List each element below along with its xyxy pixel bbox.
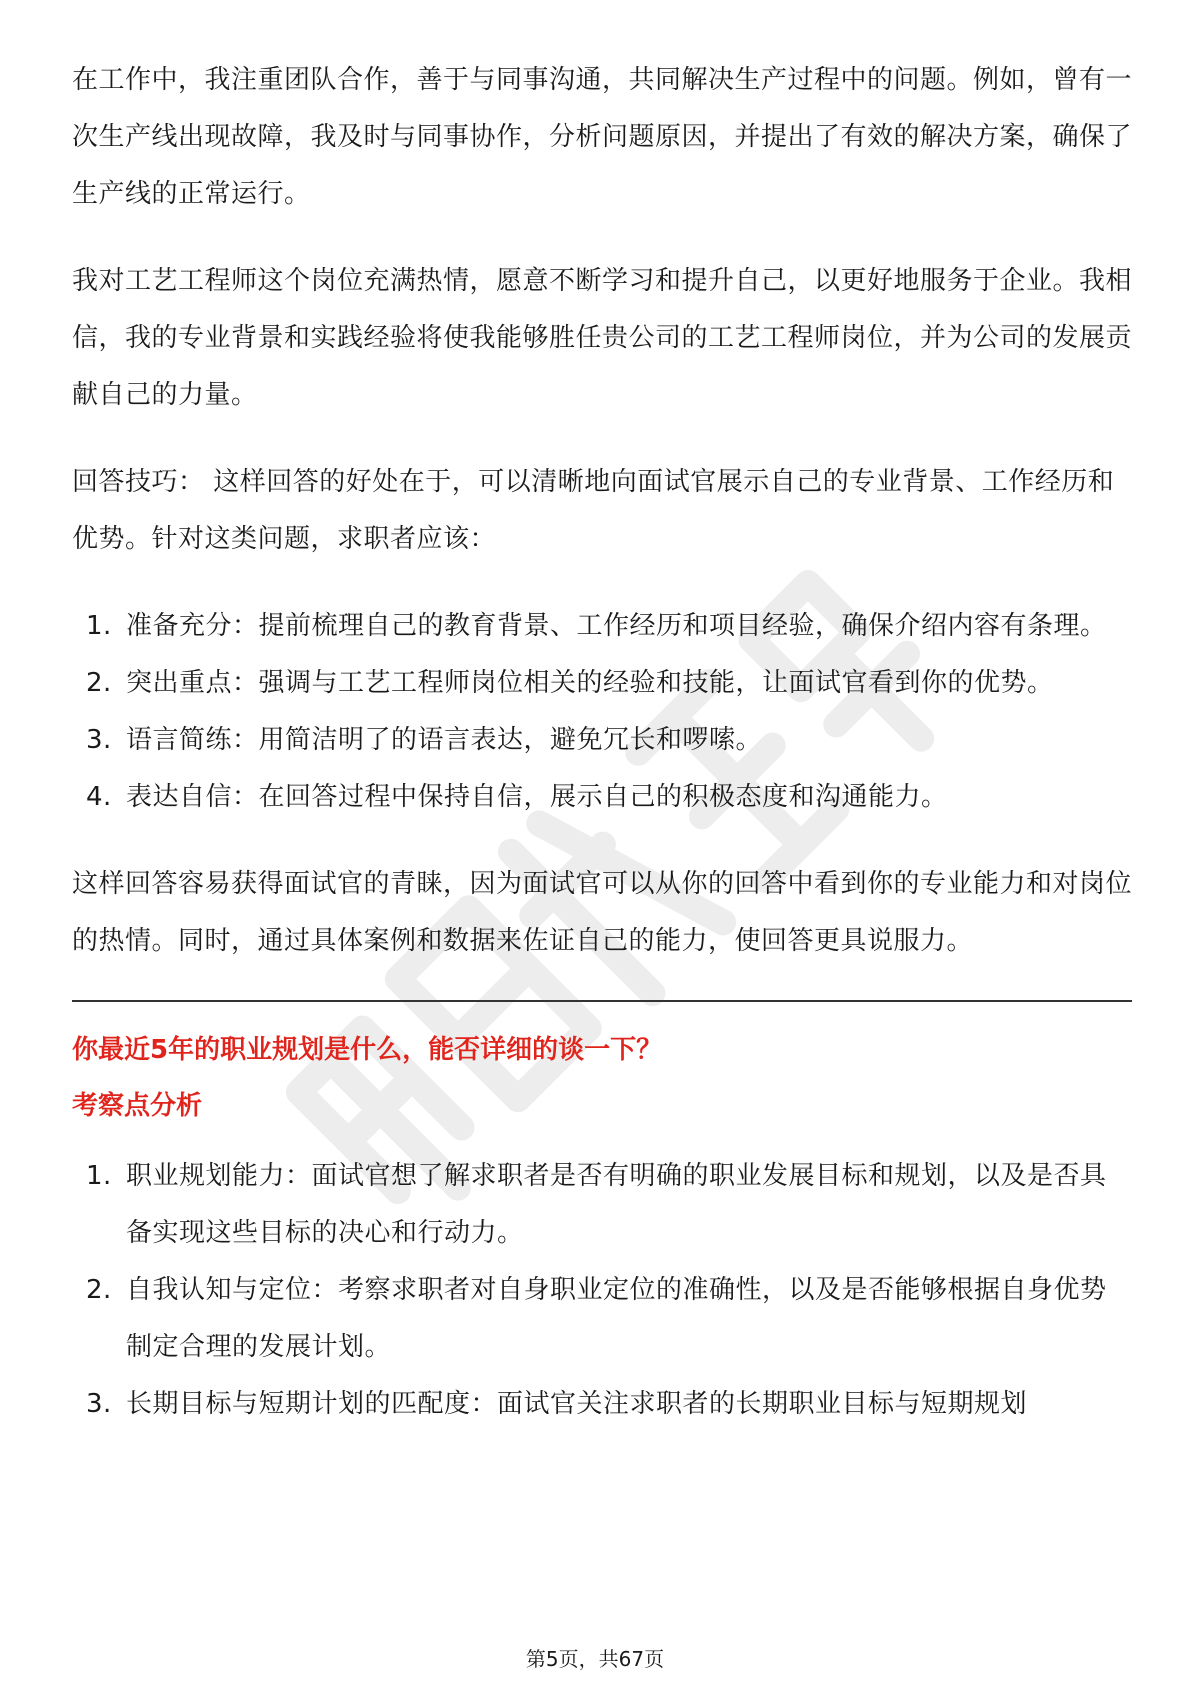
paragraph-teamwork: 在工作中，我注重团队合作，善于与同事沟通，共同解决生产过程中的问题。例如，曾有一次生产线出现故障，我及时与同事协作，分析问题原因，并提出了有效的解决方案，确保了生产线的正常运行。 (72, 65, 1133, 209)
list-text: 长期目标与短期计划的匹配度：面试官关注求职者的长期职业目标与短期规划 (126, 1389, 1028, 1419)
list-item (72, 655, 1132, 712)
list-item (72, 598, 1132, 655)
page-footer: 第5页，共67页 (525, 1647, 665, 1671)
list-text: 突出重点：强调与工艺工程师岗位相关的经验和技能，让面试官看到你的优势。 (126, 668, 1054, 698)
tips-list (72, 598, 1132, 826)
list-item (72, 1262, 1132, 1376)
question-heading: 你最近5年的职业规划是什么，能否详细的谈一下？ (72, 1035, 663, 1065)
paragraph-summary: 这样回答容易获得面试官的青睐，因为面试官可以从你的回答中看到你的专业能力和对岗位的热情。同时，通过具体案例和数据来佐证自己的能力，使回答更具说服力。 (72, 869, 1133, 956)
list-text: 职业规划能力：面试官想了解求职者是否有明确的职业发展目标和规划，以及是否具备实现这些目标的决心和行动力。 (126, 1161, 1107, 1248)
paragraph-passion: 我对工艺工程师这个岗位充满热情，愿意不断学习和提升自己，以更好地服务于企业。我相信，我的专业背景和实践经验将使我能够胜任贵公司的工艺工程师岗位，并为公司的发展贡献自己的力量。 (72, 266, 1133, 410)
analysis-title: 考察点分析 (72, 1091, 203, 1121)
list-number: 1. (86, 1161, 112, 1191)
list-item (72, 769, 1132, 826)
page-content (72, 52, 1132, 1463)
list-text: 表达自信：在回答过程中保持自信，展示自己的积极态度和沟通能力。 (126, 782, 948, 812)
list-number: 2. (86, 1275, 112, 1305)
list-text: 自我认知与定位：考察求职者对自身职业定位的准确性，以及是否能够根据自身优势制定合理的发展计划。 (126, 1275, 1107, 1362)
list-number: 2. (86, 668, 112, 698)
list-text: 准备充分：提前梳理自己的教育背景、工作经历和项目经验，确保介绍内容有条理。 (126, 611, 1107, 641)
list-number: 3. (86, 1389, 112, 1419)
list-number: 4. (86, 782, 112, 812)
list-item (72, 712, 1132, 769)
paragraph-answer-tips: 回答技巧： 这样回答的好处在于，可以清晰地向面试官展示自己的专业背景、工作经历和优势。针对这类问题，求职者应该： (72, 467, 1115, 554)
list-text: 语言简练：用简洁明了的语言表达，避免冗长和啰嗦。 (126, 725, 763, 755)
list-item (72, 1376, 1132, 1433)
analysis-list (72, 1148, 1132, 1433)
list-number: 3. (86, 725, 112, 755)
list-number: 1. (86, 611, 112, 641)
section-divider (72, 1000, 1132, 1002)
list-item (72, 1148, 1132, 1262)
